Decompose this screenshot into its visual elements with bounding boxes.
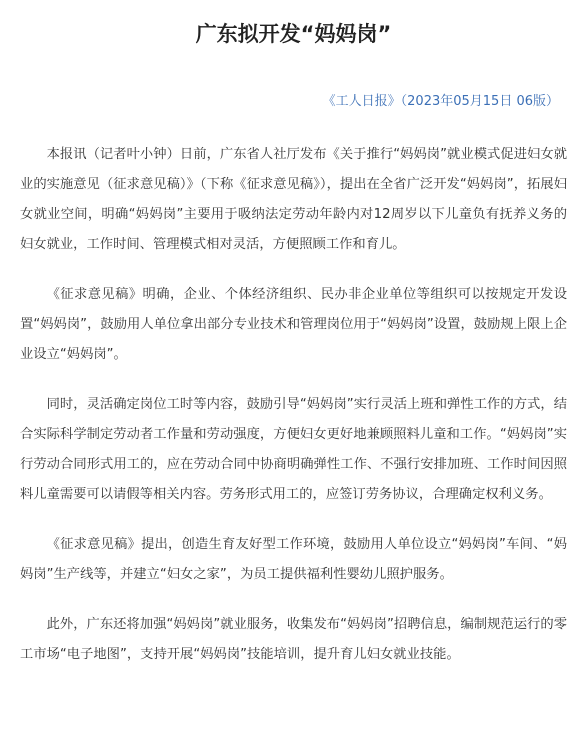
article-paragraph-3: 同时，灵活确定岗位工时等内容，鼓励引导“妈妈岗”实行灵活上班和弹性工作的方式，结合实际科学制定劳动者工作量和劳动强度，方便妇女更好地兼顾照料儿童和工作。“妈妈岗”实行劳动合同形式用工的，应在劳动合同中协商明确弹性工作、不强行安排加班、工作时间因照料儿童需要可以请假等相关内容。劳务形式用工的，应签订劳务协议，合理确定权利义务。 [20, 397, 567, 502]
article-source: 《工人日报》（2023年05月15日 06版） [322, 94, 559, 109]
article-paragraph-4: 《征求意见稿》提出，创造生育友好型工作环境，鼓励用人单位设立“妈妈岗”车间、“妈妈岗”生产线等，并建立“妇女之家”，为员工提供福利性婴幼儿照护服务。 [20, 537, 567, 582]
article-paragraph-1: 本报讯（记者叶小钟）日前，广东省人社厅发布《关于推行“妈妈岗”就业模式促进妇女就业的实施意见（征求意见稿）》（下称《征求意见稿》），提出在全省广泛开发“妈妈岗”，拓展妇女就业空间，明确“妈妈岗”主要用于吸纳法定劳动年龄内对12周岁以下儿童负有抚养义务的妇女就业，工作时间、管理模式相对灵活，方便照顾工作和育儿。 [20, 147, 567, 252]
article-body [20, 140, 567, 690]
article-paragraph-5: 此外，广东还将加强“妈妈岗”就业服务，收集发布“妈妈岗”招聘信息，编制规范运行的零工市场“电子地图”，支持开展“妈妈岗”技能培训，提升育儿妇女就业技能。 [20, 617, 567, 662]
article-title: 广东拟开发“妈妈岗” [195, 22, 392, 46]
article-paragraph-2: 《征求意见稿》明确，企业、个体经济组织、民办非企业单位等组织可以按规定开发设置“妈妈岗”，鼓励用人单位拿出部分专业技术和管理岗位用于“妈妈岗”设置，鼓励规上限上企业设立“妈妈岗”。 [20, 287, 567, 362]
